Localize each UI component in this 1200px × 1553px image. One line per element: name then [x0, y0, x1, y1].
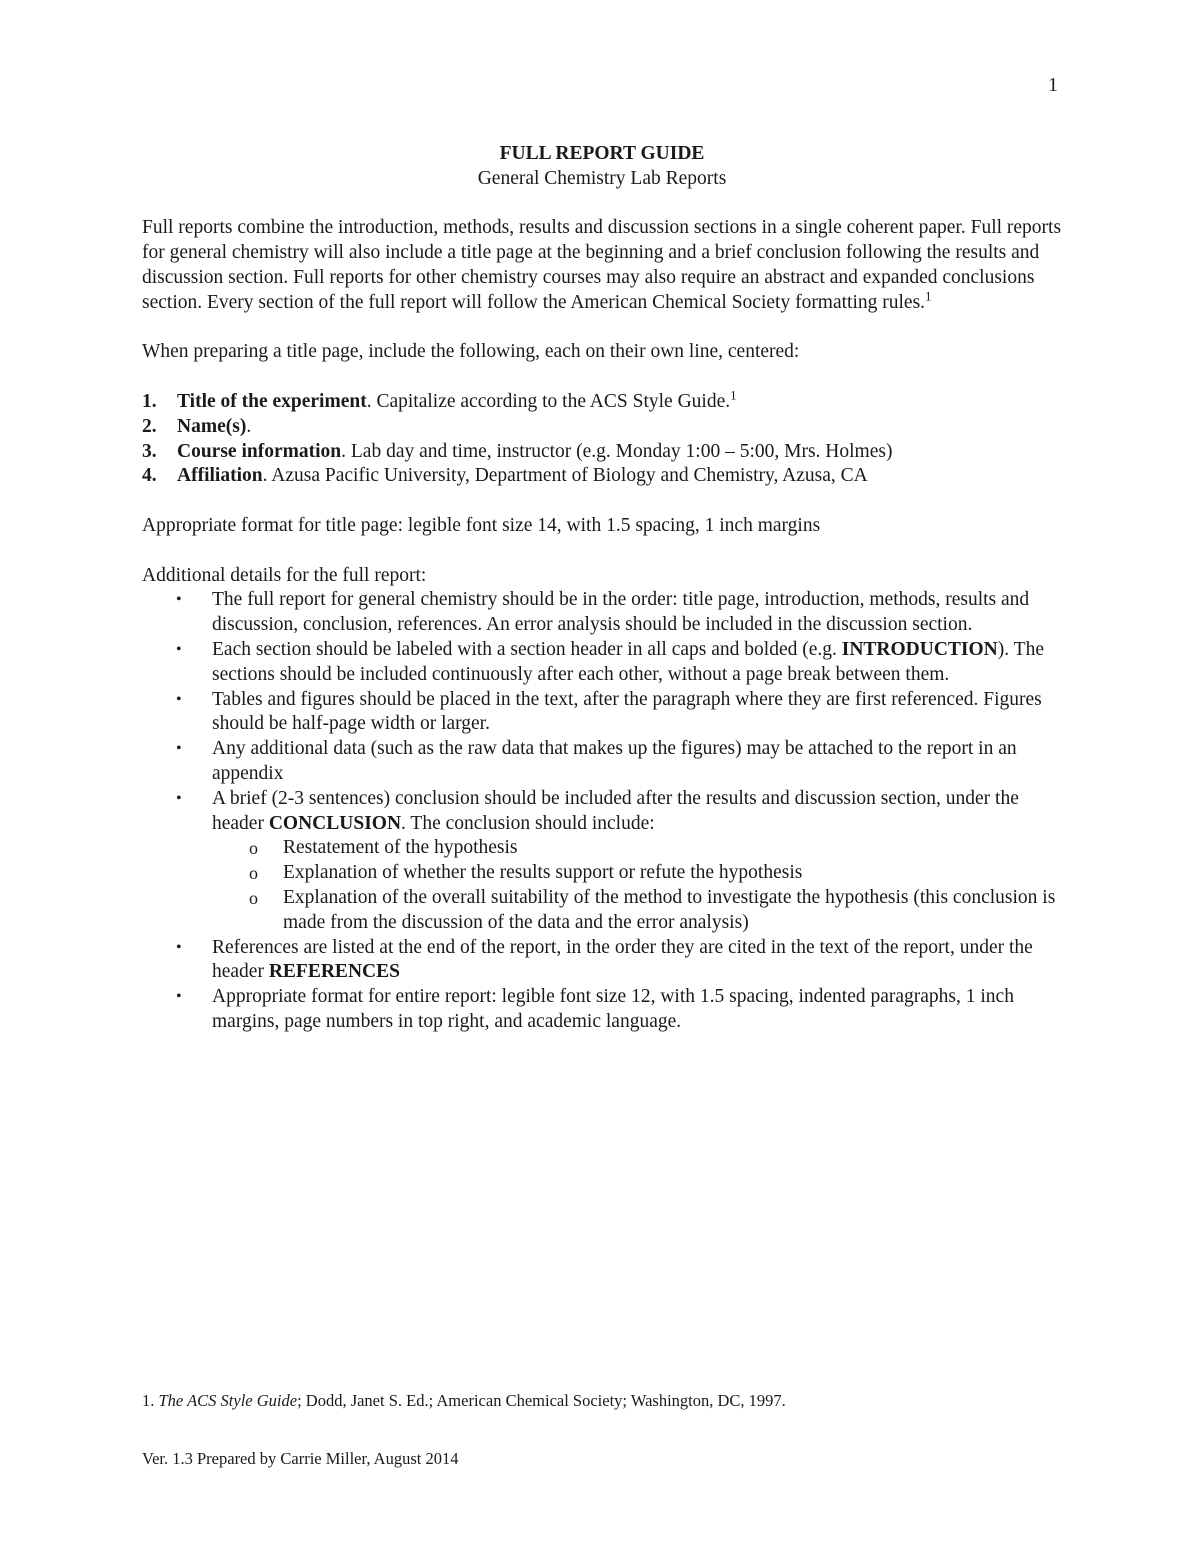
list-item: 3. Course information. Lab day and time, instructor (e.g. Monday 1:00 – 5:00, Mrs. Holmes)	[142, 440, 893, 462]
sub-list-item: o Explanation of the overall suitability of the method to investigate the hypothesis (this conclusion is made from the discussion of the data and the error analysis)	[249, 886, 1056, 933]
list-item: 4. Affiliation. Azusa Pacific University, Department of Biology and Chemistry, Azusa, CA	[142, 465, 868, 487]
list-item: • The full report for general chemistry should be in the order: title page, introduction, methods, results and discussion, conclusion, references. An error analysis should be included in the discussion section.	[176, 589, 1030, 636]
bullet-icon: •	[176, 591, 182, 609]
sub-list-item: o Explanation of whether the results support or refute the hypothesis	[283, 861, 1062, 886]
additional-lead: Additional details for the full report:	[142, 564, 427, 586]
document-body	[142, 142, 1062, 1035]
list-item: • Each section should be labeled with a section header in all caps and bolded (e.g. INTRODUCTION). The sections should be included continuously after each other, without a page break between them.	[176, 638, 1044, 685]
list-item: 1. Title of the experiment. Capitalize according to the ACS Style Guide.$^1$	[142, 387, 737, 412]
list-item: • References are listed at the end of the report, in the order they are cited in the text of the report, under the header REFERENCES	[176, 936, 1033, 983]
circle-bullet-icon: o	[249, 887, 258, 908]
circle-bullet-icon: o	[249, 863, 258, 884]
bullet-icon: •	[176, 988, 182, 1006]
bullet-icon: •	[176, 740, 182, 758]
intro-paragraph: Full reports combine the introduction, methods, results and discussion sections in a single coherent paper. Full reports for general chemistry will also include a title page at the beginning and a brief conclusion following the results and discussion section. Full reports for other chemistry courses may also require an abstract and expanded conclusions section. Every section of the full report will follow the American Chemical Society formatting rules.$^1$	[142, 217, 1062, 313]
version-note: Ver. 1.3 Prepared by Carrie Miller, August 2014	[142, 1449, 459, 1468]
title-page-format: Appropriate format for title page: legible font size 14, with 1.5 spacing, 1 inch margins	[142, 514, 821, 536]
footnote-ref: 1	[730, 387, 737, 403]
bullet-icon: •	[176, 690, 182, 708]
title-page-lead: When preparing a title page, include the following, each on their own line, centered:	[142, 341, 800, 363]
circle-bullet-icon: o	[249, 838, 258, 859]
document-title: FULL REPORT GUIDE	[499, 143, 705, 164]
list-item: • Any additional data (such as the raw data that makes up the figures) may be attached to the report in an appendix	[176, 738, 1017, 784]
footnote-title: The ACS Style Guide	[158, 1391, 298, 1410]
document-subtitle: General Chemistry Lab Reports	[477, 167, 727, 189]
list-item: • A brief (2-3 sentences) conclusion should be included after the results and discussion section, under the header CONCLUSION. The conclusion should include: o Restatement of the hypothesis o Explanation of whether the results support or refute the hypothesis o Explanation of the overall suitability of the method to investigate the hypothesis (this conclusion is made from the discussion of the data and the error analysis)	[212, 787, 1062, 936]
list-item: 2. Name(s).	[142, 415, 252, 437]
bullet-icon: •	[176, 789, 182, 807]
conclusion-sublist	[212, 836, 1062, 935]
details-list	[142, 588, 1062, 1034]
footnote: 1. The ACS Style Guide; Dodd, Janet S. Ed.; American Chemical Society; Washington, DC, 1997.	[142, 1391, 786, 1410]
sub-list-item: o Restatement of the hypothesis	[283, 836, 1062, 861]
bullet-icon: •	[176, 640, 182, 658]
bullet-icon: •	[176, 938, 182, 956]
footnote-ref: 1	[925, 288, 932, 304]
title-page-list	[142, 387, 1062, 489]
page-number: 1	[1048, 74, 1058, 96]
list-item: • Appropriate format for entire report: legible font size 12, with 1.5 spacing, indented paragraphs, 1 inch margins, page numbers in top right, and academic language.	[176, 986, 1014, 1032]
list-item: • Tables and figures should be placed in the text, after the paragraph where they are first referenced. Figures should be half-page width or larger.	[176, 688, 1042, 735]
